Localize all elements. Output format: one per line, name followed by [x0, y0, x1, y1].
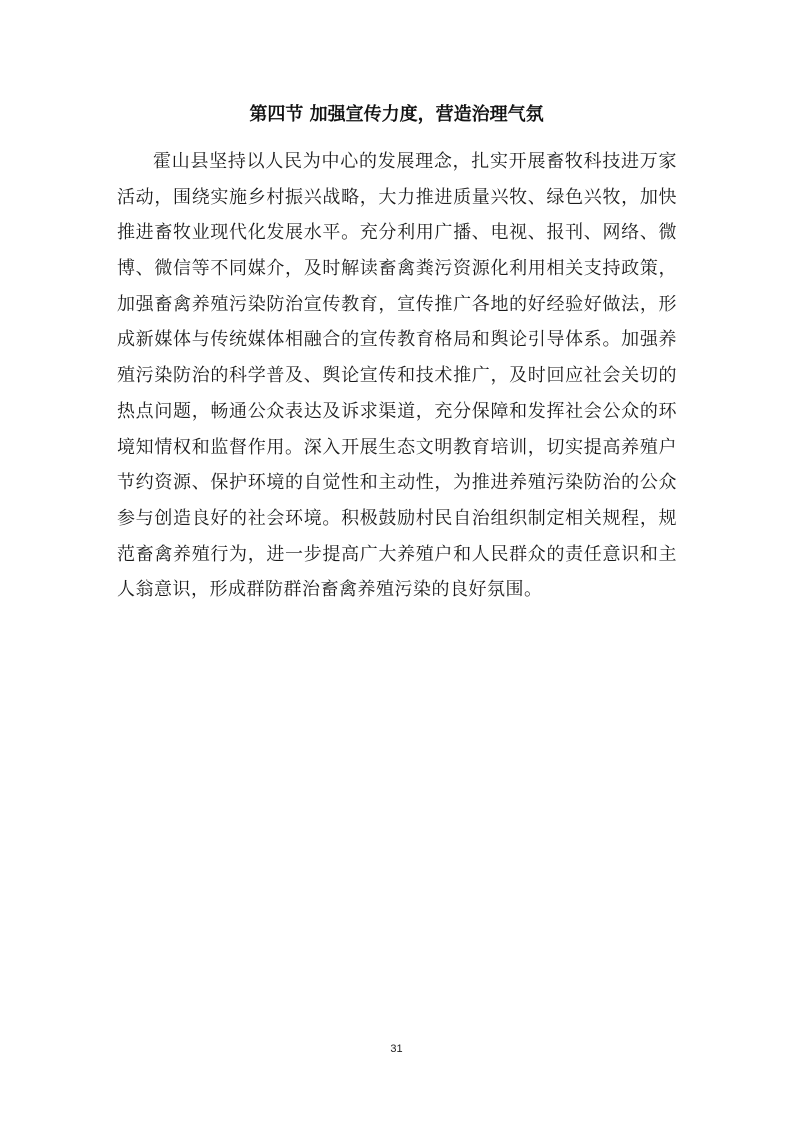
paragraph-line: 节约资源、保护环境的自觉性和主动性，为推进养殖污染防治的公众 — [117, 472, 677, 494]
paragraph-line: 范畜禽养殖行为，进一步提高广大养殖户和人民群众的责任意识和主 — [117, 543, 677, 565]
paragraph-line: 殖污染防治的科学普及、舆论宣传和技术推广，及时回应社会关切的 — [117, 365, 677, 387]
section-title: 第四节 加强宣传力度，营造治理气氛 — [249, 104, 544, 125]
paragraph-line: 境知情权和监督作用。深入开展生态文明教育培训，切实提高养殖户 — [117, 436, 677, 458]
paragraph-line: 博、微信等不同媒介，及时解读畜禽粪污资源化利用相关支持政策， — [117, 258, 677, 280]
paragraph-line: 推进畜牧业现代化发展水平。充分利用广播、电视、报刊、网络、微 — [117, 222, 677, 244]
paragraph-line: 活动，围绕实施乡村振兴战略，大力推进质量兴牧、绿色兴牧，加快 — [117, 186, 677, 208]
paragraph-line: 成新媒体与传统媒体相融合的宣传教育格局和舆论引导体系。加强养 — [117, 329, 677, 351]
paragraph-line: 霍山县坚持以人民为中心的发展理念，扎实开展畜牧科技进万家 — [153, 151, 677, 172]
paragraph-line: 参与创造良好的社会环境。积极鼓励村民自治组织制定相关规程，规 — [117, 507, 677, 529]
body-paragraph — [117, 144, 677, 608]
page-number: 31 — [390, 1043, 403, 1055]
paragraph-line: 热点问题，畅通公众表达及诉求渠道，充分保障和发挥社会公众的环 — [117, 400, 677, 422]
paragraph-line: 加强畜禽养殖污染防治宣传教育，宣传推广各地的好经验好做法，形 — [117, 293, 677, 315]
paragraph-line: 人翁意识，形成群防群治畜禽养殖污染的良好氛围。 — [117, 579, 543, 601]
